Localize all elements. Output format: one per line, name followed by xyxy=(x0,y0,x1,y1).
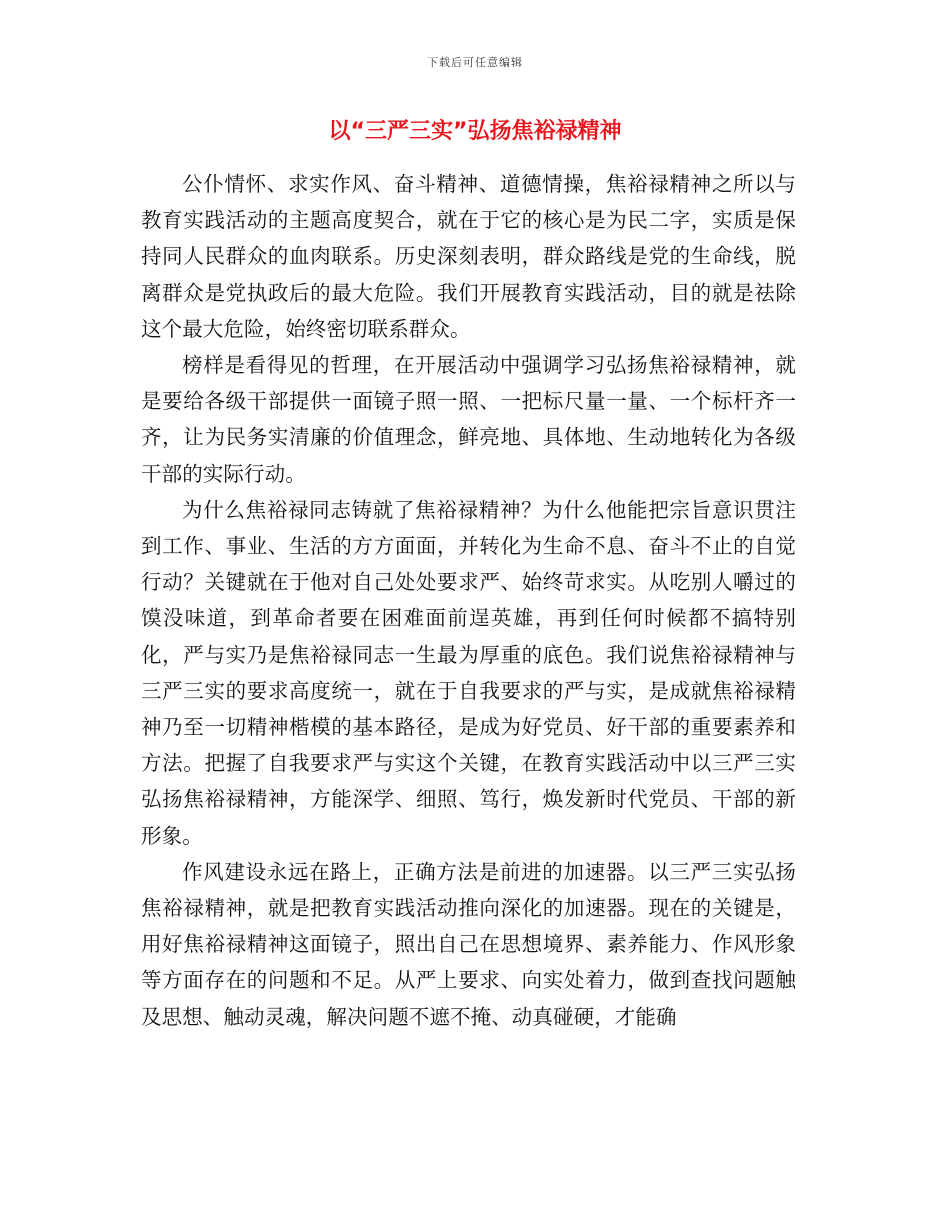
paragraph-2: 榜样是看得见的哲理，在开展活动中强调学习弘扬焦裕禄精神，就是要给各级干部提供一面镜子照一照、一把标尺量一量、一个标杆齐一齐，让为民务实清廉的价值理念，鲜亮地、具体地、生动地转化为各级干部的实际行动。 xyxy=(141,353,796,486)
header-note: 下载后可任意编辑 xyxy=(427,56,523,69)
document-body xyxy=(141,166,796,1035)
paragraph-4: 作风建设永远在路上，正确方法是前进的加速器。以三严三实弘扬焦裕禄精神，就是把教育实践活动推向深化的加速器。现在的关键是，用好焦裕禄精神这面镜子，照出自己在思想境界、素养能力、作风形象等方面存在的问题和不足。从严上要求、向实处着力，做到查找问题触及思想、触动灵魂，解决问题不遮不掩、动真碰硬，才能确 xyxy=(141,859,796,1029)
paragraph-1: 公仆情怀、求实作风、奋斗精神、道德情操，焦裕禄精神之所以与教育实践活动的主题高度契合，就在于它的核心是为民二字，实质是保持同人民群众的血肉联系。历史深刻表明，群众路线是党的生命线，脱离群众是党执政后的最大危险。我们开展教育实践活动，目的就是祛除这个最大危险，始终密切联系群众。 xyxy=(141,172,796,341)
document-title: 以“三严三实”弘扬焦裕禄精神 xyxy=(328,119,622,144)
paragraph-3: 为什么焦裕禄同志铸就了焦裕禄精神？为什么他能把宗旨意识贯注到工作、事业、生活的方方面面，并转化为生命不息、奋斗不止的自觉行动？关键就在于他对自己处处要求严、始终苛求实。从吃别人嚼过的馍没味道，到革命者要在困难面前逞英雄，再到任何时候都不搞特别化，严与实乃是焦裕禄同志一生最为厚重的底色。我们说焦裕禄精神与三严三实的要求高度统一，就在于自我要求的严与实，是成就焦裕禄精神乃至一切精神楷模的基本路径，是成为好党员、好干部的重要素养和方法。把握了自我要求严与实这个关键，在教育实践活动中以三严三实弘扬焦裕禄精神，方能深学、细照、笃行，焕发新时代党员、干部的新形象。 xyxy=(141,497,796,848)
